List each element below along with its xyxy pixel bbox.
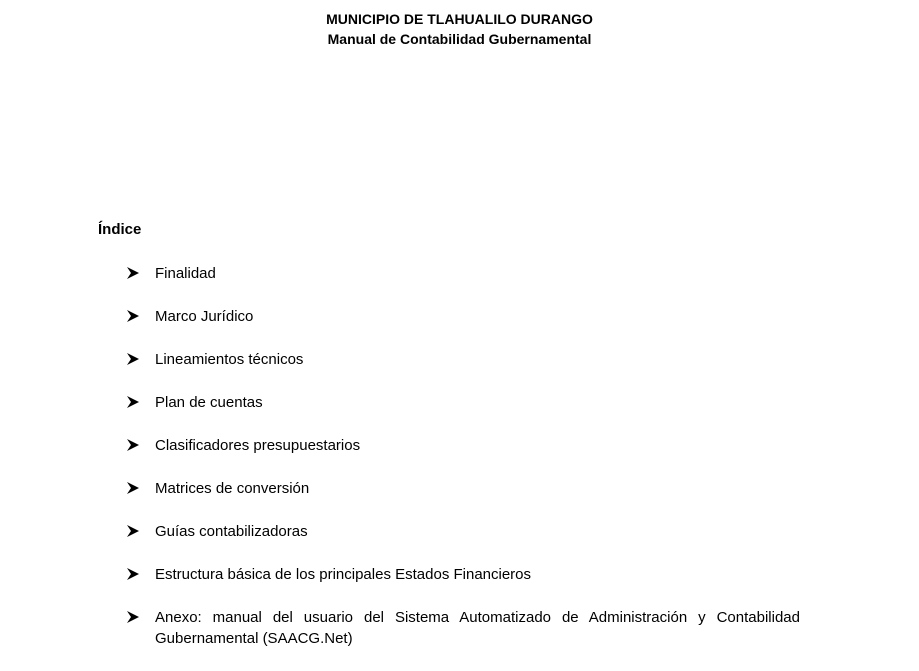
arrowhead-bullet-icon [126,264,140,282]
toc-item-label: Plan de cuentas [155,394,263,411]
toc-item-label: Marco Jurídico [155,308,254,325]
arrowhead-bullet-icon [126,307,140,325]
toc-item-label: Anexo: manual del usuario del Sistema Automatizado de Administración y Contabilidad Gubernamental (SAACG.Net) [155,609,800,647]
arrowhead-bullet-icon [126,436,140,454]
toc-item-label: Finalidad [155,265,216,282]
toc-item-anexo [0,607,919,650]
index-heading: Índice [98,221,142,238]
arrowhead-bullet-icon [126,393,140,411]
toc-item-label: Estructura básica de los principales Estados Financieros [155,566,532,583]
toc-item-clasificadores [0,435,919,478]
toc-item-label: Clasificadores presupuestarios [155,437,361,454]
toc-item-label: Guías contabilizadoras [155,523,308,540]
arrowhead-bullet-icon [126,608,140,626]
arrowhead-bullet-icon [126,522,140,540]
table-of-contents [0,263,919,650]
arrowhead-bullet-icon [126,565,140,583]
toc-item-plan-de-cuentas [0,392,919,435]
municipality-title: MUNICIPIO DE TLAHUALILO DURANGO [326,11,593,27]
toc-item-label: Matrices de conversión [155,480,310,497]
toc-item-guias [0,521,919,564]
arrowhead-bullet-icon [126,479,140,497]
toc-item-estructura [0,564,919,607]
toc-item-matrices [0,478,919,521]
toc-item-label: Lineamientos técnicos [155,351,304,368]
toc-item-marco-juridico [0,306,919,349]
toc-item-finalidad [0,263,919,306]
toc-item-lineamientos [0,349,919,392]
manual-title: Manual de Contabilidad Gubernamental [327,31,592,47]
arrowhead-bullet-icon [126,350,140,368]
document-header [0,9,919,49]
